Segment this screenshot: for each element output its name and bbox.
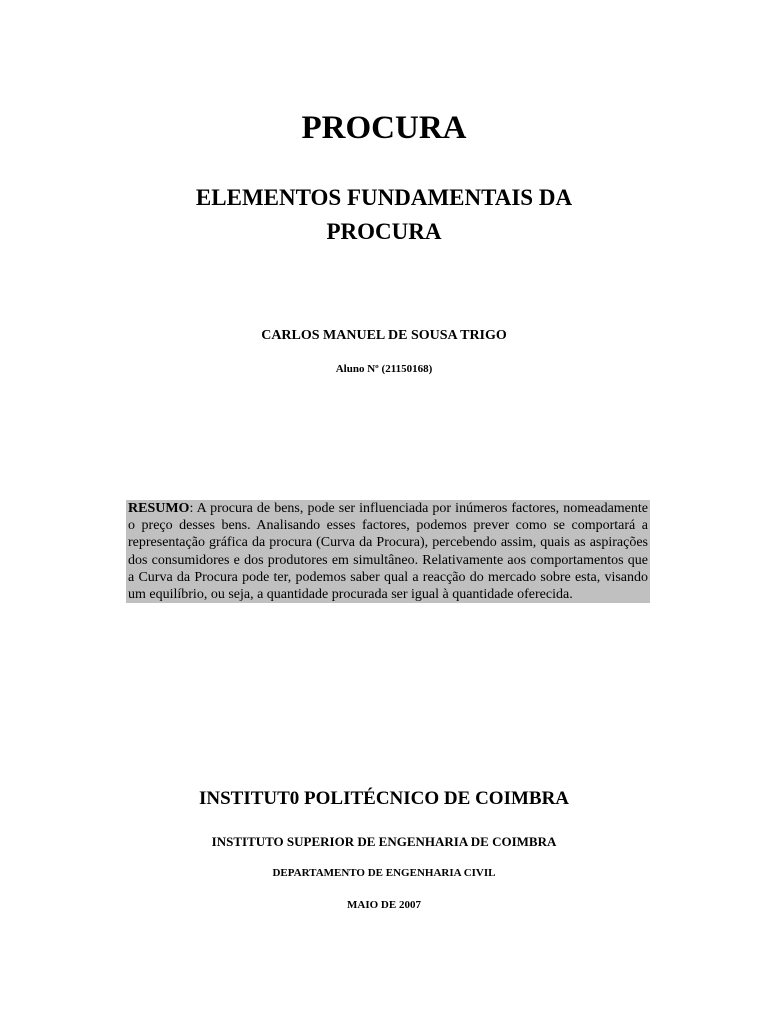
school-name: INSTITUTO SUPERIOR DE ENGENHARIA DE COIMBRA bbox=[211, 834, 557, 849]
document-title: PROCURA bbox=[301, 110, 467, 146]
document-subtitle: ELEMENTOS FUNDAMENTAIS DA PROCURA bbox=[195, 185, 573, 244]
abstract-block bbox=[126, 500, 650, 603]
abstract-text: : A procura de bens, pode ser influenciada por inúmeros factores, nomeadamente o preço desses bens. Analisando esses factores, podemos prever como se comportará a representação gráfica da procura (Curva da Procura), percebendo assim, quais as aspirações dos consumidores e dos produtores em simultâneo. Relativamente aos comportamentos que a Curva da Procura pode ter, podemos saber qual a reacção do mercado sobre esta, visando um equilíbrio, ou seja, a quantidade procurada ser igual à quantidade oferecida. bbox=[128, 501, 648, 603]
student-number: Aluno Nº (21150168) bbox=[335, 363, 433, 375]
author-name: CARLOS MANUEL DE SOUSA TRIGO bbox=[261, 328, 507, 343]
document-date: MAIO DE 2007 bbox=[347, 899, 421, 911]
abstract-label: RESUMO bbox=[128, 501, 190, 516]
institute-name: INSTITUT0 POLITÉCNICO DE COIMBRA bbox=[198, 788, 570, 809]
department-name: DEPARTAMENTO DE ENGENHARIA CIVIL bbox=[272, 867, 496, 879]
